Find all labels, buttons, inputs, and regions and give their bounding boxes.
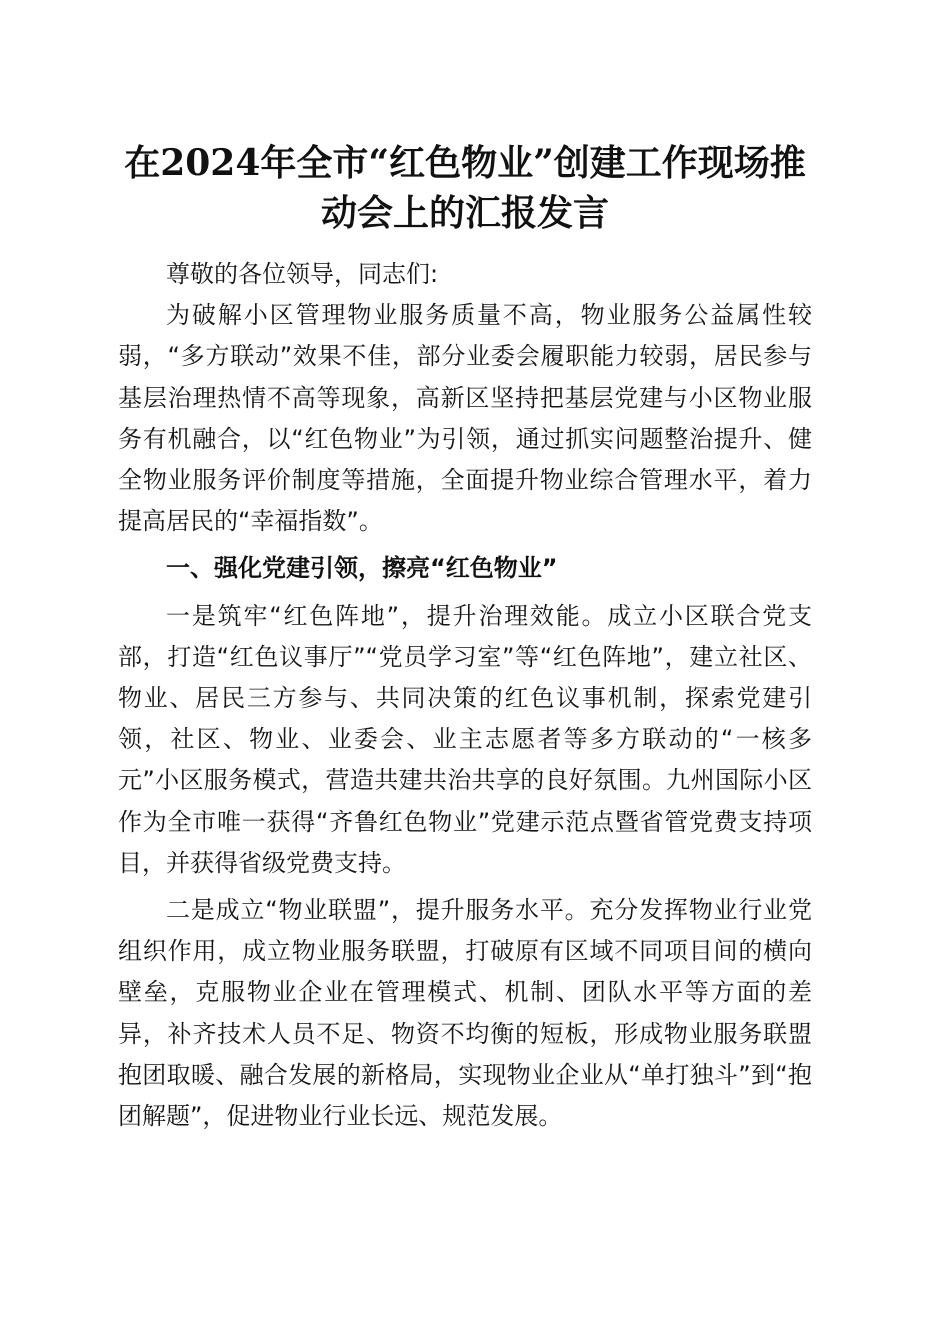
intro-paragraph: 为破解小区管理物业服务质量不高，物业服务公益属性较弱，“多方联动”效果不佳，部分业委会履职能力较弱，居民参与基层治理热情不高等现象，高新区坚持把基层党建与小区物业服务有机融合，以“红色物业”为引领，通过抓实问题整治提升、健全物业服务评价制度等措施，全面提升物业综合管理水平，着力提高居民的“幸福指数”。 — [118, 301, 812, 536]
document-title — [118, 138, 812, 238]
document-body — [118, 254, 812, 1137]
document-page — [118, 138, 812, 1137]
salutation: 尊敬的各位领导，同志们: — [166, 260, 439, 288]
title-line-2: 动会上的汇报发言 — [320, 192, 609, 234]
paragraph-2: 二是成立“物业联盟”，提升服务水平。充分发挥物业行业党组织作用，成立物业服务联盟，打破原有区域不同项目间的横向壁垒，克服物业企业在管理模式、机制、团队水平等方面的差异，补齐技术人员不足、物资不均衡的短板，形成物业服务联盟抱团取暖、融合发展的新格局，实现物业企业从“单打独斗”到“抱团解题”，促进物业行业长远、规范发展。 — [118, 896, 812, 1131]
title-line-1: 在2024年全市“红色物业”创建工作现场推 — [124, 142, 806, 184]
paragraph-1: 一是筑牢“红色阵地”，提升治理效能。成立小区联合党支部，打造“红色议事厅”“党员学习室”等“红色阵地”，建立社区、物业、居民三方参与、共同决策的红色议事机制，探索党建引领，社区、物业、业委会、业主志愿者等多方联动的“一核多元”小区服务模式，营造共建共治共享的良好氛围。九州国际小区作为全市唯一获得“齐鲁红色物业”党建示范点暨省管党费支持项目，并获得省级党费支持。 — [118, 601, 812, 877]
section-heading-1: 一、强化党建引领，擦亮“红色物业” — [166, 554, 558, 583]
